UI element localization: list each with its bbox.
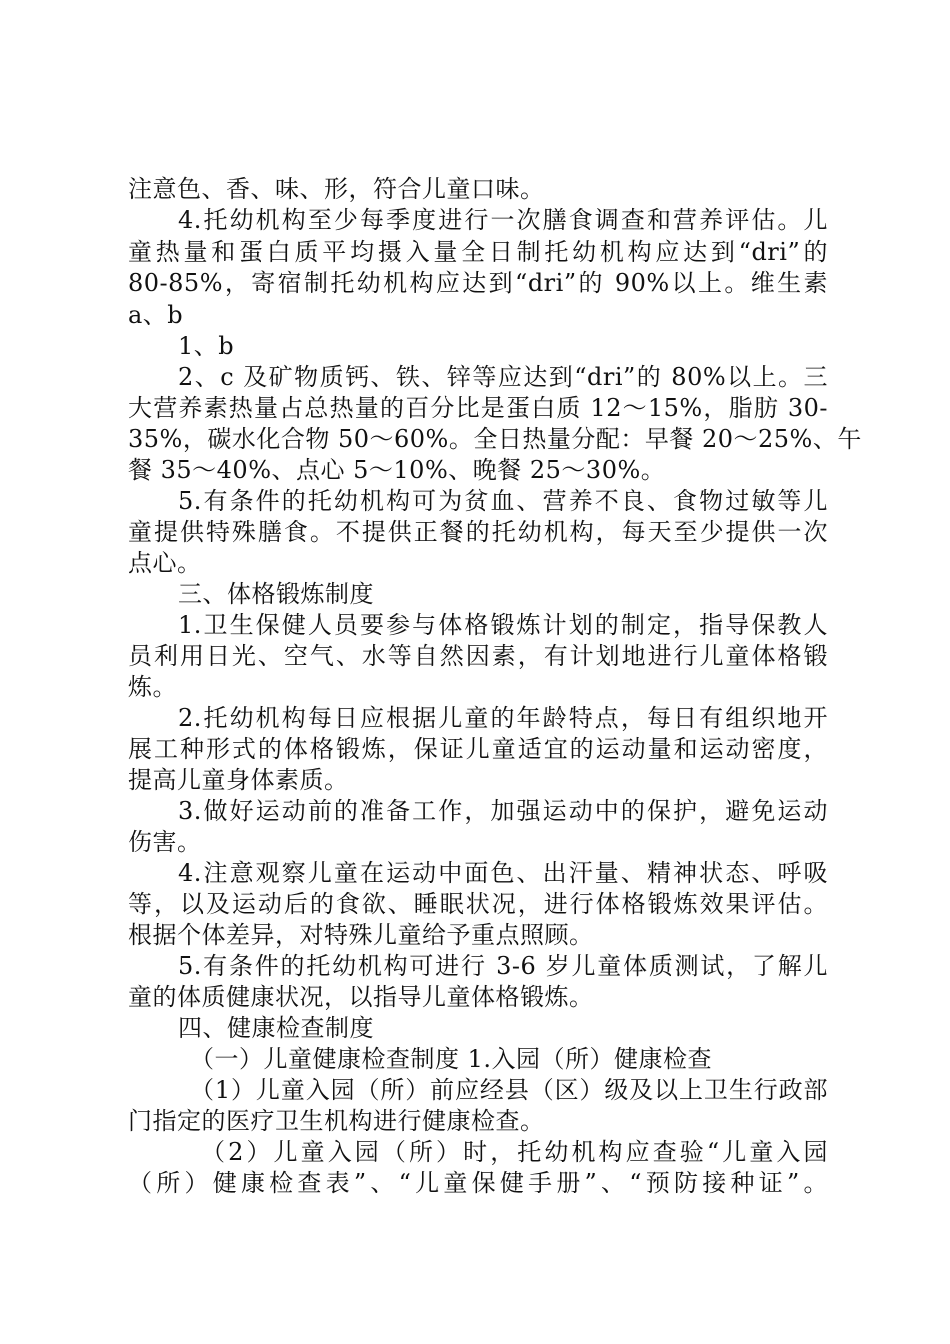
paragraph-line: 童热量和蛋白质平均摄入量全日制托幼机构应达到“dri”的 <box>128 238 828 266</box>
paragraph-line: 注意色、香、味、形，符合儿童口味。 <box>128 175 545 203</box>
paragraph-line: 餐 35～40%、点心 5～10%、晚餐 25～30%。 <box>128 456 666 484</box>
paragraph-line: 2.托幼机构每日应根据儿童的年龄特点，每日有组织地开 <box>178 704 828 732</box>
paragraph-line: 童的体质健康状况，以指导儿童体格锻炼。 <box>128 983 594 1011</box>
paragraph-line: 门指定的医疗卫生机构进行健康检查。 <box>128 1107 545 1135</box>
paragraph-line: 展工种形式的体格锻炼，保证儿童适宜的运动量和运动密度， <box>128 735 828 763</box>
paragraph-line: 5.有条件的托幼机构可为贫血、营养不良、食物过敏等儿 <box>178 487 828 515</box>
paragraph-line: 1、b <box>178 332 235 360</box>
paragraph-line: 4.注意观察儿童在运动中面色、出汗量、精神状态、呼吸 <box>178 859 828 887</box>
paragraph-line: 提高儿童身体素质。 <box>128 766 349 794</box>
paragraph-line: （1）儿童入园（所）前应经县（区）级及以上卫生行政部 <box>190 1076 828 1104</box>
section-heading: 四、健康检查制度 <box>178 1014 374 1042</box>
paragraph-line: （所）健康检查表”、“儿童保健手册”、“预防接种证”。 <box>128 1169 828 1197</box>
paragraph-line: 伤害。 <box>128 828 202 856</box>
paragraph-line: 3.做好运动前的准备工作，加强运动中的保护，避免运动 <box>178 797 828 825</box>
paragraph-line: 等，以及运动后的食欲、睡眠状况，进行体格锻炼效果评估。 <box>128 890 828 918</box>
paragraph-line: 大营养素热量占总热量的百分比是蛋白质 12～15%，脂肪 30- <box>128 394 828 422</box>
paragraph-line: （2）儿童入园（所）时，托幼机构应查验“儿童入园 <box>201 1138 828 1166</box>
subsection-heading: （一）儿童健康检查制度 1.入园（所）健康检查 <box>190 1045 713 1073</box>
paragraph-line: 80-85%，寄宿制托幼机构应达到“dri”的 90%以上。维生素 <box>128 269 828 297</box>
paragraph-line: 根据个体差异，对特殊儿童给予重点照顾。 <box>128 921 594 949</box>
paragraph-line: 2、c 及矿物质钙、铁、锌等应达到“dri”的 80%以上。三 <box>178 363 828 391</box>
paragraph-line: 点心。 <box>128 549 202 577</box>
paragraph-line: 炼。 <box>128 673 177 701</box>
paragraph-line: 员利用日光、空气、水等自然因素，有计划地进行儿童体格锻 <box>128 642 828 670</box>
paragraph-line: a、b <box>128 301 184 329</box>
section-heading: 三、体格锻炼制度 <box>178 580 374 608</box>
paragraph-line: 5.有条件的托幼机构可进行 3-6 岁儿童体质测试，了解儿 <box>178 952 828 980</box>
paragraph-line: 4.托幼机构至少每季度进行一次膳食调查和营养评估。儿 <box>178 206 828 234</box>
paragraph-line: 童提供特殊膳食。不提供正餐的托幼机构，每天至少提供一次 <box>128 518 828 546</box>
paragraph-line: 35%，碳水化合物 50～60%。全日热量分配：早餐 20～25%、午 <box>128 425 862 453</box>
paragraph-line: 1.卫生保健人员要参与体格锻炼计划的制定，指导保教人 <box>178 611 828 639</box>
